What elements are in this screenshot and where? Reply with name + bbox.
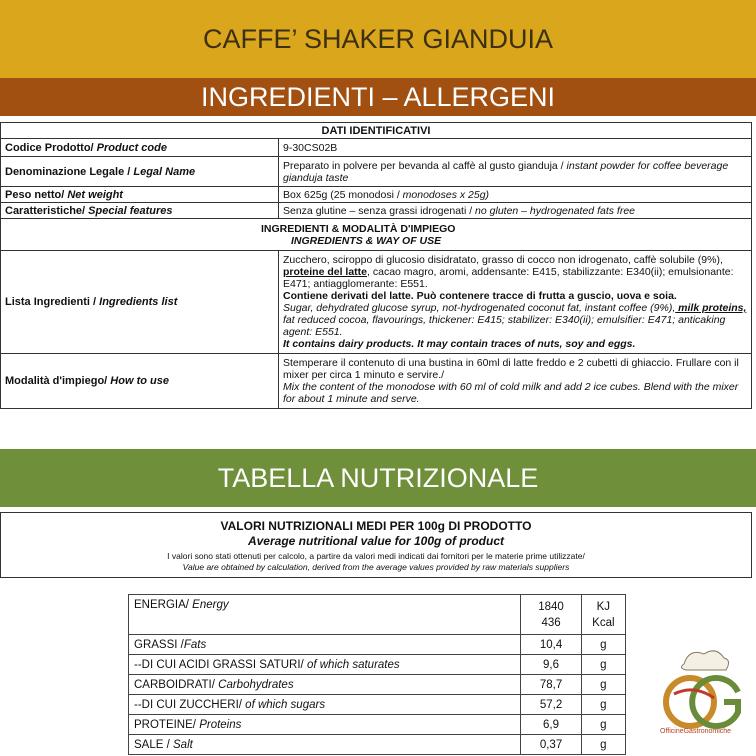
nutrition-section-band [0, 449, 756, 507]
nutrient-value: 6,9 [521, 715, 581, 735]
nutrition-table [128, 594, 626, 755]
nutrient-value: 1840 436 [521, 595, 581, 635]
table-row [1, 354, 752, 409]
product-title: CAFFE’ SHAKER GIANDUIA [202, 23, 554, 54]
ident-header: DATI IDENTIFICATIVI [1, 123, 752, 139]
nutrient-name: ENERGIA/ Energy [129, 595, 521, 635]
product-title-band [0, 0, 756, 78]
ingredients-list: Zucchero, sciroppo di glucosio disidratato, grasso di cocco non idrogenato, caffè solubile (9%), proteine del latte, cacao magro, aromi, addensante: E415, stabilizzante: E340(ii); emulsionante: E471; antiagglomerante: E551. Contiene derivati del latte. Può contenere tracce di frutta a guscio, uova e soia. Sugar, dehydrated glucose syrup, not-hydrogenated coconut fat, instant coffee (9%), milk proteins, fat reduced cocoa, flavourings, thickener: E415; stabilizer: E340(ii); emulsifier: E471; anticaking agent: E551. It contains dairy products. It may contain traces of nuts, soy and eggs. [279, 251, 752, 354]
table-row [129, 695, 626, 715]
logo-wordmark: OfficineGastronomiche [660, 728, 732, 735]
table-row [1, 157, 752, 187]
how-to-use-text: Stemperare il contenuto di una bustina in 60ml di latte freddo e 2 cubetti di ghiaccio. Frullare con il mixer per circa 1 minuto e servire./ Mix the content of the monodose with 60 ml of cold milk and add 2 ice cubes. Blend with the mixer for about 1 minute and serve. [279, 354, 752, 409]
nutrient-name: SALE / Salt [129, 735, 521, 755]
ingredients-section-band [0, 78, 756, 116]
nutrient-unit: g [581, 735, 625, 755]
ingredients-section-title: INGREDIENTI – ALLERGENI [200, 81, 556, 112]
nutrient-unit: g [581, 715, 625, 735]
nutrient-unit: g [581, 635, 625, 655]
nutrient-unit: KJ Kcal [581, 595, 625, 635]
table-row [1, 219, 752, 251]
row-label: Codice Prodotto/ Product code [1, 139, 279, 157]
table-row [1, 139, 752, 157]
nutrition-title-en: Average nutritional value for 100g of product [247, 534, 505, 548]
row-label: Modalità d'impiego/ How to use [1, 354, 279, 409]
nutrient-value: 57,2 [521, 695, 581, 715]
nutrition-note-it: I valori sono stati ottenuti per calcolo, a partire da valori medi indicati dai fornitori per le materie prime utilizzate/ [167, 551, 585, 561]
table-row [129, 595, 626, 635]
table-row [129, 715, 626, 735]
nutrient-unit: g [581, 655, 625, 675]
row-value: Preparato in polvere per bevanda al caffè al gusto gianduja / instant powder for coffee beverage gianduja taste [279, 157, 752, 187]
row-value: Box 625g (25 monodosi / monodoses x 25g) [279, 187, 752, 203]
nutrition-title-it: VALORI NUTRIZIONALI MEDI PER 100g DI PRODOTTO [220, 519, 532, 533]
nutrient-name: --DI CUI ZUCCHERI/ of which sugars [129, 695, 521, 715]
nutrient-unit: g [581, 675, 625, 695]
table-row [129, 735, 626, 755]
row-label: Peso netto/ Net weight [1, 187, 279, 203]
nutrition-note-en: Value are obtained by calculation, derived from the average values provided by raw materials suppliers [182, 562, 570, 572]
nutrition-header-box [0, 512, 752, 578]
nutrient-value: 78,7 [521, 675, 581, 695]
table-row [1, 203, 752, 219]
nutrient-name: --DI CUI ACIDI GRASSI SATURI/ of which saturates [129, 655, 521, 675]
nutrient-name: PROTEINE/ Proteins [129, 715, 521, 735]
nutrition-table-container [128, 594, 626, 755]
row-label: Caratteristiche/ Special features [1, 203, 279, 219]
table-row [1, 251, 752, 354]
nutrient-name: GRASSI /Fats [129, 635, 521, 655]
row-value: Senza glutine – senza grassi idrogenati / no gluten – hydrogenated fats free [279, 203, 752, 219]
row-label: Denominazione Legale / Legal Name [1, 157, 279, 187]
nutrition-section-title: TABELLA NUTRIZIONALE [217, 462, 539, 493]
table-row [129, 655, 626, 675]
chef-hat-icon [681, 651, 728, 670]
nutrient-value: 9,6 [521, 655, 581, 675]
row-label: Lista Ingredienti / Ingredients list [1, 251, 279, 354]
table-row [129, 675, 626, 695]
row-value: 9-30CS02B [279, 139, 752, 157]
nutrient-name: CARBOIDRATI/ Carbohydrates [129, 675, 521, 695]
nutrient-value: 0,37 [521, 735, 581, 755]
nutrient-unit: g [581, 695, 625, 715]
ingredients-table [0, 122, 752, 409]
nutrient-value: 10,4 [521, 635, 581, 655]
ingredients-table-container [0, 122, 752, 438]
table-row [1, 187, 752, 203]
table-row [129, 635, 626, 655]
table-row [1, 123, 752, 139]
use-header: INGREDIENTI & MODALITÀ D'IMPIEGO INGREDIENTS & WAY OF USE [1, 219, 752, 251]
